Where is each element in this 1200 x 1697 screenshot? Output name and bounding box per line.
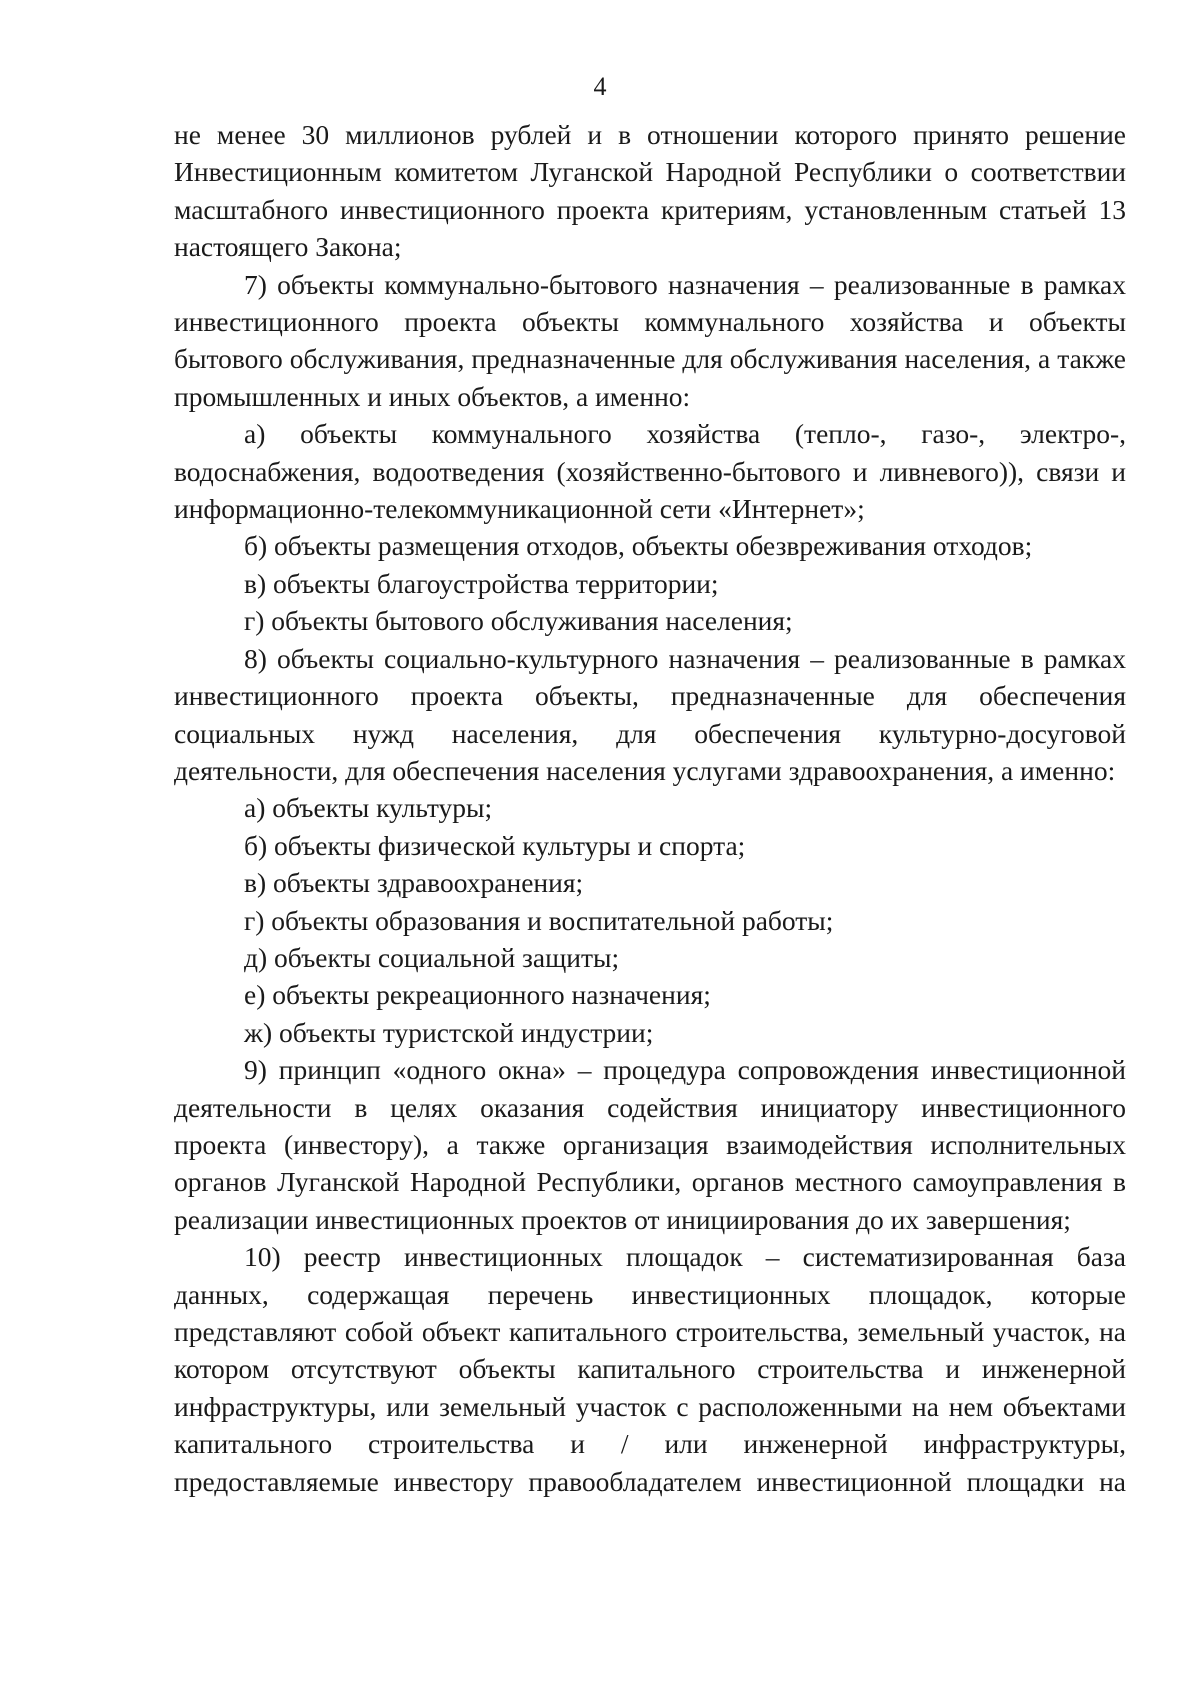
paragraph: д) объекты социальной защиты; [244,941,620,973]
paragraph: в) объекты благоустройства территории; [244,567,719,599]
paragraph: б) объекты размещения отходов, объекты обезвреживания отходов; [244,530,1033,562]
document-body [174,116,1126,1500]
paragraph: е) объекты рекреационного назначения; [244,979,711,1011]
paragraph: 9) принцип «одного окна» – процедура сопровождения инвестиционной деятельности в целях оказания содействия инициатору инвестиционного проекта (инвестору), а также организация взаимодействия исполнительных органов Луганской Народной Республики, органов местного самоуправления в реализации инвестиционных проектов от инициирования до их завершения; [174,1054,1126,1235]
paragraph: не менее 30 миллионов рублей и в отношении которого принято решение Инвестиционным комитетом Луганской Народной Республики о соответствии масштабного инвестиционного проекта критериям, установленным статьей 13 настоящего Закона; [174,119,1126,263]
paragraph: а) объекты коммунального хозяйства (тепло-, газо-, электро-, водоснабжения, водоотведения (хозяйственно-бытового и ливневого)), связи и информационно-телекоммуникационной сети «Интернет»; [174,418,1126,525]
paragraph: а) объекты культуры; [244,792,493,824]
page-number: 4 [593,72,607,101]
paragraph: 8) объекты социально-культурного назначения – реализованные в рамках инвестиционного проекта объекты, предназначенные для обеспечения социальных нужд населения, для обеспечения культурно-досуговой деятельности, для обеспечения населения услугами здравоохранения, а именно: [174,642,1126,786]
paragraph: г) объекты бытового обслуживания населения; [244,605,793,637]
paragraph: ж) объекты туристской индустрии; [244,1016,654,1048]
paragraph: б) объекты физической культуры и спорта; [244,829,746,861]
paragraph: в) объекты здравоохранения; [244,867,584,899]
paragraph: 10) реестр инвестиционных площадок – систематизированная база данных, содержащая перечень инвестиционных площадок, которые представляют собой объект капитального строительства, земельный участок, на котором отсутствуют объекты капитального строительства и инженерной инфраструктуры, или земельный участок с расположенными на нем объектами капитального строительства и / или инженерной инфраструктуры, предоставляемые инвестору правообладателем инвестиционной площадки на [174,1241,1126,1497]
paragraph: 7) объекты коммунально-бытового назначения – реализованные в рамках инвестиционного проекта объекты коммунального хозяйства и объекты бытового обслуживания, предназначенные для обслуживания населения, а также промышленных и иных объектов, а именно: [174,268,1126,412]
paragraph: г) объекты образования и воспитательной работы; [244,904,834,936]
